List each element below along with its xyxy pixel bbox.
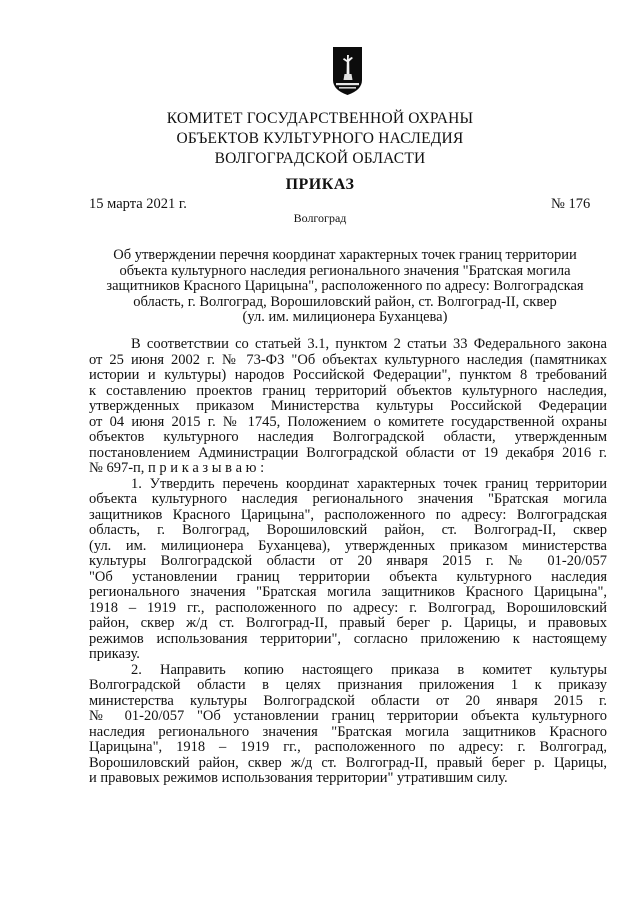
org-name-line-1: КОМИТЕТ ГОСУДАРСТВЕННОЙ ОХРАНЫ [166,110,474,127]
body-line: приказу. [89,646,140,662]
body-line: № 697-п, п р и к а з ы в а ю : [89,460,265,476]
body-line: объектов культурного наследия Волгоградской области, утвержденным [89,429,607,445]
body-line: область, г. Волгоград, Ворошиловский район, ст. Волгоград-II, сквер [89,522,607,538]
org-name-line-3: ВОЛГОГРАДСКОЙ ОБЛАСТИ [214,150,426,167]
body-line: Царицына", 1918 – 1919 гг., расположенного по адресу: г. Волгоград, [89,739,607,755]
body-line: регионального значения "Братская могила защитников Красного Царицына", [89,584,607,600]
body-line: министерства культуры Волгоградской области от 20 января 2015 г. [89,692,607,709]
order-number: № 176 [551,196,591,212]
subject-line: защитников Красного Царицына", расположенного по адресу: Волгоградская [106,278,584,294]
body-line: наследия регионального значения "Братская могила защитников Красного [89,723,607,740]
body-line: культуры Волгоградской области от 20 января 2015 г. № 01-20/057 [89,553,607,569]
volgograd-emblem-icon [332,46,363,96]
body-line: режимов использования территории", согласно приложению к настоящему [89,630,607,647]
body-line: утвержденных приказом Министерства культуры Российской Федерации [89,398,607,414]
body-line: от 25 июня 2002 г. № 73-ФЗ "Об объектах культурного наследия (памятниках [89,351,607,368]
body-line: защитников Красного Царицына", расположенного по адресу: Волгоградская [89,506,607,523]
body-line: и правовых режимов использования территории" утратившим силу. [89,770,508,786]
body-line: 1918 – 1919 гг., расположенного по адресу: г. Волгоград, Ворошиловский [89,599,607,616]
order-subject [105,248,585,326]
body-line: объекта культурного наследия регионального значения "Братская могила [89,491,607,507]
body-line: район, сквер ж/д ст. Волгоград-II, правый берег р. Царицы, и правовых [89,615,607,631]
body-line: В соответствии со статьей 3.1, пунктом 2 статьи 33 Федерального закона [131,336,607,352]
body-line: Ворошиловский район, сквер ж/д ст. Волгоград-II, правый берег р. Царицы, [89,754,607,771]
subject-line: область, г. Волгоград, Ворошиловский район, ст. Волгоград-II, сквер [133,293,557,310]
body-line: постановлением Администрации Волгоградской области от 19 декабря 2016 г. [89,444,607,461]
order-date: 15 марта 2021 г. [89,196,187,212]
body-line: 1. Утвердить перечень координат характерных точек границ территории [131,475,607,492]
subject-line: объекта культурного наследия регионального значения "Братская могила [119,262,571,279]
body-line: 2. Направить копию настоящего приказа в комитет культуры [131,661,607,678]
body-line: истории и культуры) народов Российской Федерации", пунктом 8 требований [89,367,607,383]
subject-line: Об утверждении перечня координат характерных точек границ территории [113,247,577,263]
order-city: Волгоград [293,211,347,225]
body-line: от 04 июня 2015 г. № 1745, Положением о комитете государственной охраны [89,413,607,430]
document-title: ПРИКАЗ [285,176,355,193]
org-name-line-2: ОБЪЕКТОВ КУЛЬТУРНОГО НАСЛЕДИЯ [176,130,464,147]
body-line: Волгоградской области в целях признания приложения 1 к приказу [89,677,607,693]
body-line: № 01-20/057 "Об установлении границ территории объекта культурного [89,708,607,724]
subject-line: (ул. им. милиционера Буханцева) [242,309,448,325]
body-line: к составлению проектов границ территорий объектов культурного наследия, [89,382,607,399]
body-line: "Об установлении границ территории объекта культурного наследия [89,568,607,585]
body-line: (ул. им. милиционера Буханцева), утвержденных приказом министерства [89,537,607,554]
order-body [89,337,607,787]
